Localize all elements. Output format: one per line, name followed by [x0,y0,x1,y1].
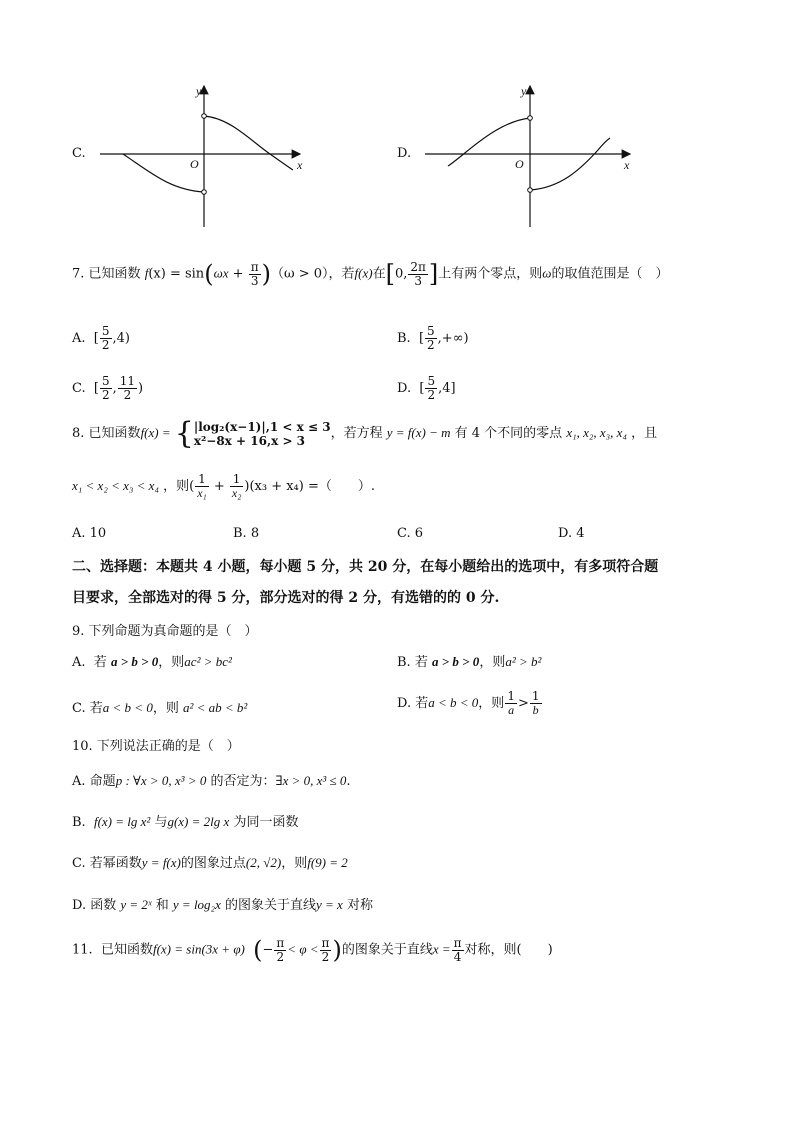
question-11: 11. 已知函数f(x) = sin(3x + φ) (− $\frac{\pi}{2}$ < φ < $\frac{\pi}{2}$ )的图象关于直线x = $\frac{\pi}{4}$ 对称，则( ) [72,935,553,964]
option-c-label: C. [72,146,86,161]
q7-option-b: B. [ $\frac{5}{2}$ ,+∞) [397,324,469,352]
section-2-heading: 二、选择题：本题共 4 小题，每小题 5 分，共 20 分，在每小题给出的选项中，有多项符合题 [72,559,659,575]
q10-option-a: A. 命题p : ∀x > 0, x³ > 0 的否定为：∃x > 0, x³ ≤ 0. [72,773,351,789]
q9-option-c: C. 若a < b < 0，则 a² < ab < b² [72,700,248,716]
open-dot-bottom [528,188,533,193]
open-dot-top [202,114,207,119]
curve-right [204,116,293,170]
graph-c-x-label: x [297,158,303,172]
q8-option-d: D. 4 [558,526,585,541]
q8-option-a: A. 10 [72,526,107,541]
open-dot-top [528,116,533,121]
q8-option-b: B. 8 [233,526,260,541]
graph-d [420,80,635,230]
graph-d-x-label: x [624,158,630,172]
q8-option-c: C. 6 [397,526,424,541]
curve-right [530,138,610,190]
question-7: 7. 已知函数 f(x) = sin(ωx + $\frac{\pi}{3}$ )（ω > 0），若f(x)在[0, $\frac{2\pi}{3}$ ]上有两个零点，则ω的取值范围是（ ） [72,259,669,288]
section-2-heading-line2: 目要求，全部选对的得 5 分，部分选对的得 2 分，有选错的的 0 分. [72,590,500,606]
open-dot-bottom [202,190,207,195]
question-8: 8. 已知函数f(x) = { |log₂(x−1)|,1 < x ≤ 3 x²−8x + 16,x > 3 ，若方程 y = f(x) − m 有 4 个不同的零点 x₁, x₂, x₃, x₄ ，且 [72,416,658,451]
q9-option-d: D. 若a < b < 0，则 $\frac{1}{a}$ > $\frac{1}{b}$ [397,689,540,717]
option-d-label: D. [397,146,412,161]
graph-c [95,80,310,230]
graph-d-y-label: y [521,84,527,98]
question-8-line2: x₁ < x₂ < x₃ < x₄ ，则( $\frac{1}{\text{x₁}}$ + $\frac{1}{\text{x₂}}$ )(x₃ + x₄) =（ ）. [72,472,375,500]
graph-d-origin: O [515,157,524,171]
q10-option-c: C. 若幂函数y = f(x)的图象过点(2, √2)，则f(9) = 2 [72,855,348,871]
q7-option-c: C. [ $\frac{5}{2}$ , $\frac{11}{2}$ ) [72,374,144,402]
question-9: 9. 下列命题为真命题的是（ ） [72,624,258,639]
q9-option-a: A. 若 a > b > 0，则ac² > bc² [72,654,232,670]
q9-option-b: B. 若 a > b > 0，则a² > b² [397,654,542,670]
q7-option-a: A. [ $\frac{5}{2}$ ,4) [72,324,130,352]
question-10: 10. 下列说法正确的是（ ） [72,739,240,754]
graph-c-origin: O [190,157,199,171]
graph-c-y-label: y [196,84,202,98]
q7-option-d: D. [ $\frac{5}{2}$ ,4] [397,374,456,402]
q10-option-d: D. 函数 y = 2ˣ 和 y = log₂x 的图象关于直线y = x 对称 [72,897,373,913]
q10-option-b: B. f(x) = lg x² 与g(x) = 2lg x 为同一函数 [72,814,299,830]
